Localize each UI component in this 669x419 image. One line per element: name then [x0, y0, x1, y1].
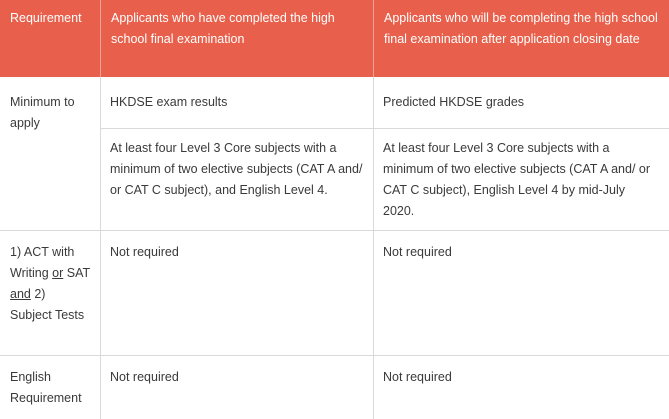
completed-detail: At least four Level 3 Core subjects with a minimum of two elective subjects (CAT A and/ or CAT C subject), and English Level 4. [110, 141, 363, 197]
req-and: and [10, 287, 31, 301]
header-completing: Applicants who will be completing the high school final examination after application closing date [373, 0, 669, 77]
completing-results: Predicted HKDSE grades [383, 95, 525, 109]
req-text: 2) Subject Tests [10, 287, 85, 322]
requirement-minimum-to-apply: Minimum to apply [10, 95, 75, 130]
completing-act-sat: Not required [383, 245, 452, 259]
table-header [0, 0, 669, 77]
completing-detail: At least four Level 3 Core subjects with a minimum of two elective subjects (CAT A and/ or CAT C subject), English Level 4 by mid-July 2020. [383, 141, 651, 218]
requirement-act-sat [0, 242, 100, 326]
row-divider [0, 355, 669, 356]
requirement-english: English Requirement [10, 370, 82, 405]
header-requirement: Requirement [10, 11, 82, 25]
completed-english: Not required [110, 370, 179, 384]
completed-act-sat: Not required [110, 245, 179, 259]
req-text: SAT [63, 266, 90, 280]
completing-english: Not required [383, 370, 452, 384]
row-divider [0, 230, 669, 231]
req-or: or [52, 266, 64, 280]
req-text: 1) ACT with Writing [10, 245, 75, 280]
header-completed: Applicants who have completed the high school final examination [100, 0, 373, 77]
row-divider [100, 128, 669, 129]
completed-results: HKDSE exam results [110, 95, 228, 109]
